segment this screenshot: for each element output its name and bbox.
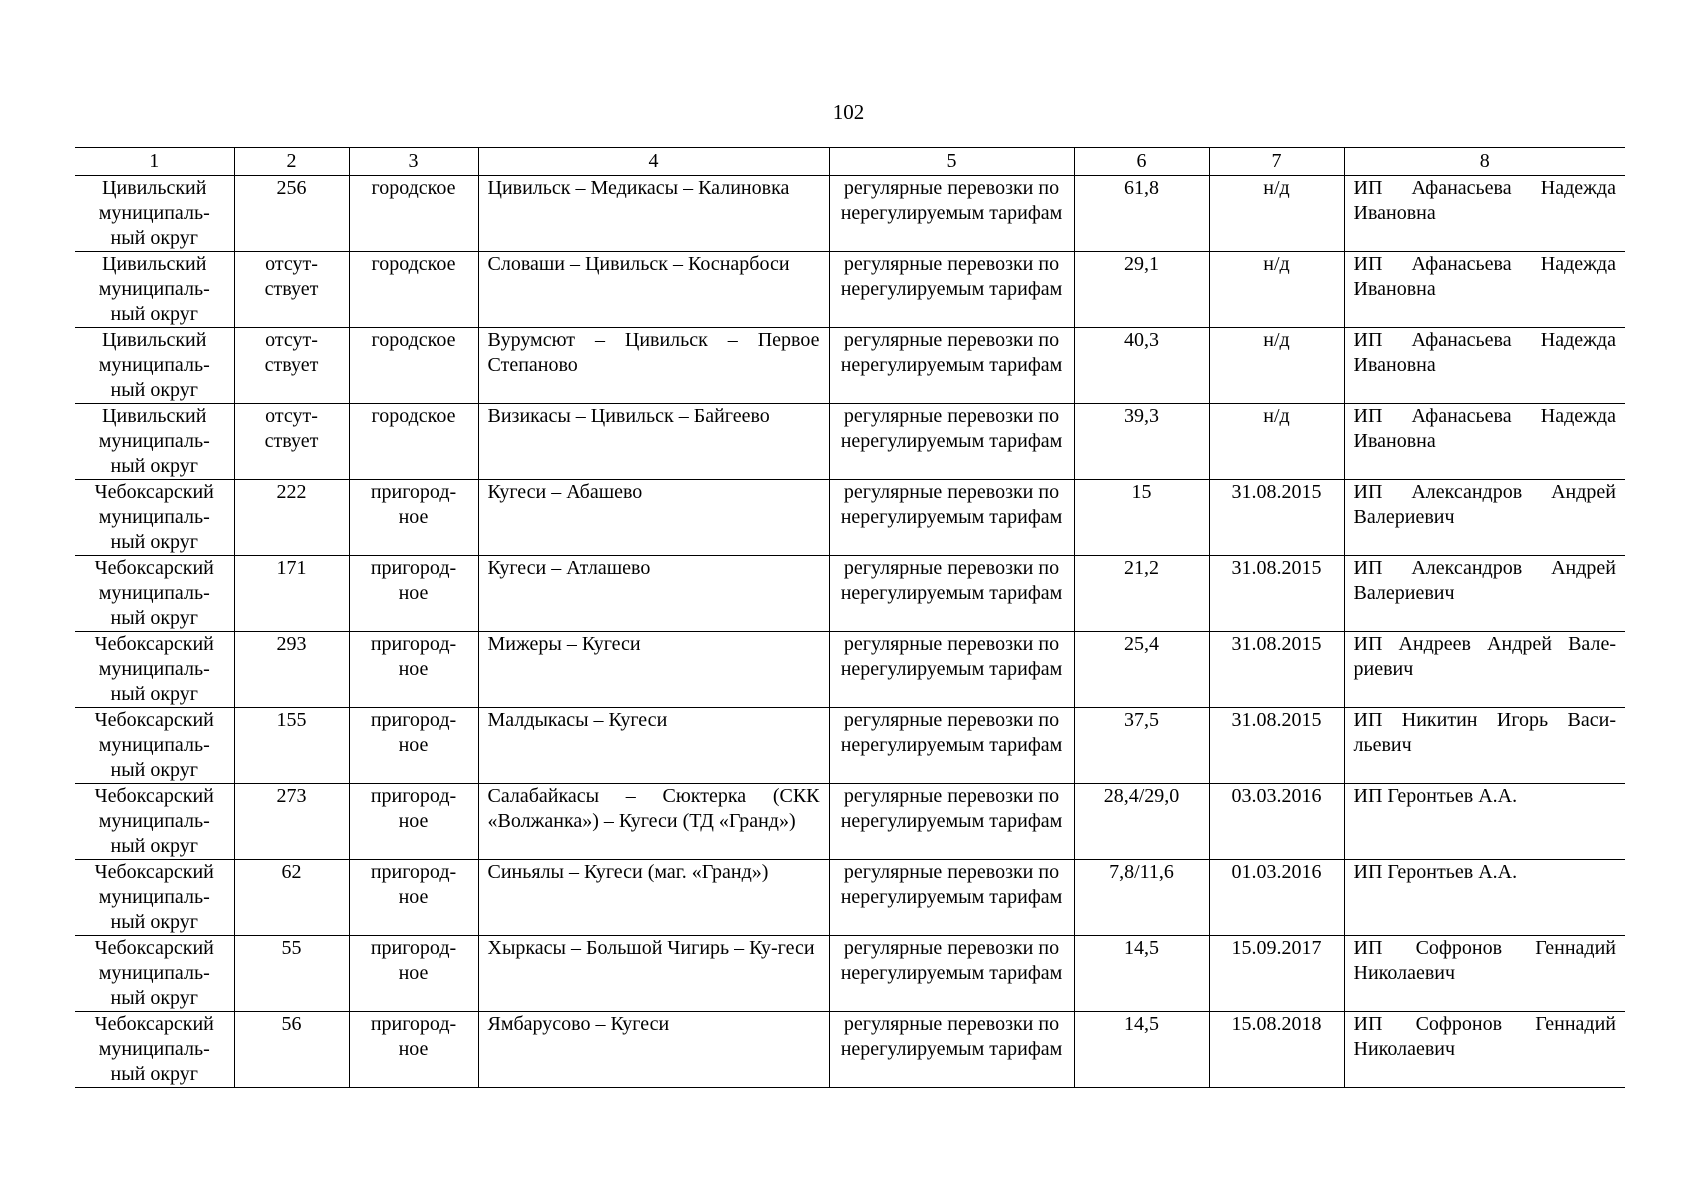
carrier-cell: ИП Александров Андрей Валериевич [1344,556,1625,632]
route-number-cell: отсут-ствует [234,252,349,328]
header-col-3: 3 [349,148,478,176]
municipality-cell: Цивильский муниципаль-ный округ [75,252,234,328]
route-type-cell: пригород-ное [349,632,478,708]
page-number: 102 [832,100,865,124]
route-number-cell: 273 [234,784,349,860]
transport-type-cell: регулярные перевозки по нерегулируемым тарифам [829,328,1074,404]
length-cell: 25,4 [1074,632,1209,708]
transport-type-cell: регулярные перевозки по нерегулируемым тарифам [829,556,1074,632]
route-type-cell: пригород-ное [349,480,478,556]
length-cell: 40,3 [1074,328,1209,404]
carrier-cell: ИП Софронов Геннадий Николаевич [1344,936,1625,1012]
date-cell: 15.09.2017 [1209,936,1344,1012]
municipality-cell: Цивильский муниципаль-ный округ [75,176,234,252]
header-col-5: 5 [829,148,1074,176]
route-path-cell: Цивильск – Медикасы – Калиновка [478,176,829,252]
carrier-cell: ИП Афанасьева Надежда Ивановна [1344,404,1625,480]
route-type-cell: пригород-ное [349,860,478,936]
table-row [75,328,1625,404]
table-header [75,148,1625,176]
carrier-cell: ИП Софронов Геннадий Николаевич [1344,1012,1625,1088]
table-row [75,252,1625,328]
length-cell: 28,4/29,0 [1074,784,1209,860]
length-cell: 14,5 [1074,1012,1209,1088]
municipality-cell: Чебоксарский муниципаль-ный округ [75,784,234,860]
route-type-cell: пригород-ное [349,936,478,1012]
length-cell: 21,2 [1074,556,1209,632]
date-cell: 31.08.2015 [1209,480,1344,556]
route-path-cell: Малдыкасы – Кугеси [478,708,829,784]
transport-type-cell: регулярные перевозки по нерегулируемым тарифам [829,404,1074,480]
route-type-cell: пригород-ное [349,784,478,860]
date-cell: 15.08.2018 [1209,1012,1344,1088]
header-col-8: 8 [1344,148,1625,176]
header-col-6: 6 [1074,148,1209,176]
route-number-cell: 56 [234,1012,349,1088]
carrier-cell: ИП Афанасьева Надежда Ивановна [1344,328,1625,404]
date-cell: 31.08.2015 [1209,708,1344,784]
municipality-cell: Чебоксарский муниципаль-ный округ [75,936,234,1012]
route-number-cell: 62 [234,860,349,936]
municipality-cell: Чебоксарский муниципаль-ный округ [75,1012,234,1088]
transport-type-cell: регулярные перевозки по нерегулируемым тарифам [829,252,1074,328]
municipality-cell: Цивильский муниципаль-ный округ [75,404,234,480]
route-number-cell: 256 [234,176,349,252]
transport-type-cell: регулярные перевозки по нерегулируемым тарифам [829,480,1074,556]
table-row [75,480,1625,556]
route-number-cell: 293 [234,632,349,708]
route-number-cell: 222 [234,480,349,556]
date-cell: 31.08.2015 [1209,556,1344,632]
route-number-cell: отсут-ствует [234,328,349,404]
route-type-cell: городское [349,176,478,252]
route-path-cell: Синьялы – Кугеси (маг. «Гранд») [478,860,829,936]
route-type-cell: пригород-ное [349,1012,478,1088]
length-cell: 15 [1074,480,1209,556]
transport-type-cell: регулярные перевозки по нерегулируемым тарифам [829,176,1074,252]
route-path-cell: Кугеси – Атлашево [478,556,829,632]
routes-table [75,147,1625,1088]
length-cell: 29,1 [1074,252,1209,328]
transport-type-cell: регулярные перевозки по нерегулируемым тарифам [829,784,1074,860]
route-type-cell: пригород-ное [349,556,478,632]
table-row [75,860,1625,936]
table-row [75,556,1625,632]
transport-type-cell: регулярные перевозки по нерегулируемым тарифам [829,1012,1074,1088]
date-cell: 01.03.2016 [1209,860,1344,936]
carrier-cell: ИП Геронтьев А.А. [1344,860,1625,936]
length-cell: 61,8 [1074,176,1209,252]
date-cell: н/д [1209,252,1344,328]
header-col-7: 7 [1209,148,1344,176]
table-row [75,1012,1625,1088]
carrier-cell: ИП Афанасьева Надежда Ивановна [1344,176,1625,252]
route-number-cell: 171 [234,556,349,632]
route-path-cell: Ямбарусово – Кугеси [478,1012,829,1088]
municipality-cell: Цивильский муниципаль-ный округ [75,328,234,404]
table-row [75,404,1625,480]
route-path-cell: Хыркасы – Большой Чигирь – Ку-геси [478,936,829,1012]
transport-type-cell: регулярные перевозки по нерегулируемым тарифам [829,708,1074,784]
header-col-2: 2 [234,148,349,176]
route-path-cell: Кугеси – Абашево [478,480,829,556]
municipality-cell: Чебоксарский муниципаль-ный округ [75,708,234,784]
route-type-cell: городское [349,404,478,480]
route-type-cell: городское [349,252,478,328]
route-path-cell: Вурумсют – Цивильск – Первое Степаново [478,328,829,404]
table-body [75,176,1625,1088]
route-type-cell: пригород-ное [349,708,478,784]
header-col-4: 4 [478,148,829,176]
transport-type-cell: регулярные перевозки по нерегулируемым тарифам [829,936,1074,1012]
date-cell: н/д [1209,176,1344,252]
municipality-cell: Чебоксарский муниципаль-ный округ [75,556,234,632]
route-number-cell: отсут-ствует [234,404,349,480]
route-number-cell: 155 [234,708,349,784]
length-cell: 14,5 [1074,936,1209,1012]
transport-type-cell: регулярные перевозки по нерегулируемым тарифам [829,860,1074,936]
header-col-1: 1 [75,148,234,176]
date-cell: н/д [1209,328,1344,404]
route-path-cell: Мижеры – Кугеси [478,632,829,708]
carrier-cell: ИП Александров Андрей Валериевич [1344,480,1625,556]
header-row [75,148,1625,176]
date-cell: 31.08.2015 [1209,632,1344,708]
route-path-cell: Словаши – Цивильск – Коснарбоси [478,252,829,328]
route-number-cell: 55 [234,936,349,1012]
table-row [75,632,1625,708]
table-row [75,936,1625,1012]
date-cell: н/д [1209,404,1344,480]
route-path-cell: Салабайкасы – Сюктерка (СКК «Волжанка») – Кугеси (ТД «Гранд») [478,784,829,860]
carrier-cell: ИП Геронтьев А.А. [1344,784,1625,860]
length-cell: 7,8/11,6 [1074,860,1209,936]
route-path-cell: Визикасы – Цивильск – Байгеево [478,404,829,480]
length-cell: 39,3 [1074,404,1209,480]
municipality-cell: Чебоксарский муниципаль-ный округ [75,860,234,936]
date-cell: 03.03.2016 [1209,784,1344,860]
carrier-cell: ИП Афанасьева Надежда Ивановна [1344,252,1625,328]
route-type-cell: городское [349,328,478,404]
table-row [75,708,1625,784]
carrier-cell: ИП Андреев Андрей Вале-риевич [1344,632,1625,708]
transport-type-cell: регулярные перевозки по нерегулируемым тарифам [829,632,1074,708]
table-row [75,176,1625,252]
municipality-cell: Чебоксарский муниципаль-ный округ [75,632,234,708]
length-cell: 37,5 [1074,708,1209,784]
table-row [75,784,1625,860]
municipality-cell: Чебоксарский муниципаль-ный округ [75,480,234,556]
carrier-cell: ИП Никитин Игорь Васи-льевич [1344,708,1625,784]
